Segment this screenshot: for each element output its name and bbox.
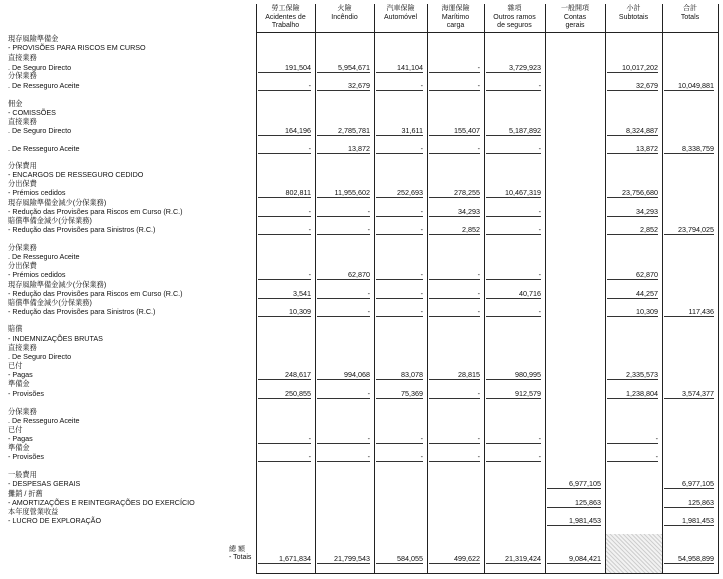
cell-automovel: 75,369 [376,389,423,399]
row-label: 現存風險準備金 [8,34,59,43]
cell-maritimo-carga: 28,815 [429,370,480,380]
cell-acidentes-trabalho: 164,196 [258,126,311,136]
cell-totals: 23,794,025 [664,225,714,235]
cell-maritimo-carga: - [429,452,480,462]
row-label: 賠償 [8,324,23,333]
column-divider [315,4,316,574]
cell-incendio: 11,955,602 [317,188,370,198]
column-header-pt: gerais [565,22,585,30]
cell-contas-gerais: 1,981,453 [547,516,601,526]
row-label: - Redução das Provisões para Sinistros (R.C.) [8,225,156,234]
cell-incendio: 5,954,671 [317,63,370,73]
row-label: - PROVISÕES PARA RISCOS EM CURSO [8,43,146,52]
row-label: - Redução das Provisões para Riscos em Curso (R.C.) [8,207,183,216]
totals-label-zh: 總 額 [229,546,245,553]
row-label: 直接業務 [8,53,37,62]
row-label: - INDEMNIZAÇÕES BRUTAS [8,334,103,343]
cell-subtotais: 8,324,887 [607,126,658,136]
row-label: - Pagas [8,434,33,443]
cell-acidentes-trabalho: - [258,434,311,444]
cell-subtotais: 10,309 [607,307,658,317]
cell-automovel: 31,611 [376,126,423,136]
column-header-subtotais [605,5,662,22]
row-label: 現存風險準備金減少(分保業務) [8,280,107,289]
row-label: 直接業務 [8,343,37,352]
cell-acidentes-trabalho: - [258,144,311,154]
row-label: - DESPESAS GERAIS [8,479,81,488]
cell-automovel: - [376,270,423,280]
cell-acidentes-trabalho: - [258,207,311,217]
row-label: - Pagas [8,370,33,379]
cell-automovel: - [376,434,423,444]
cell-outros-ramos: 912,579 [486,389,541,399]
cell-automovel: - [376,225,423,235]
cell-automovel: 252,693 [376,188,423,198]
column-header-zh: 汽車保險 [386,5,415,12]
column-header-zh: 小計 [626,5,641,12]
column-divider [256,4,257,574]
row-label: . De Resseguro Aceite [8,81,80,90]
column-header-pt: Marítimo [441,13,470,21]
cell-outros-ramos: 40,716 [486,289,541,299]
row-label: 本年度營業收益 [8,507,59,516]
cell-incendio: 32,679 [317,81,370,91]
cell-totals: 117,436 [664,307,714,317]
cell-maritimo-carga: 2,852 [429,225,480,235]
cell-subtotais: 2,852 [607,225,658,235]
total-totals: 54,958,899 [664,554,714,564]
column-divider [374,4,375,574]
cell-outros-ramos: - [486,270,541,280]
cell-automovel: - [376,207,423,217]
cell-acidentes-trabalho: 191,504 [258,63,311,73]
column-header-zh: 海運保險 [441,5,470,12]
row-label: - Provisões [8,452,44,461]
cell-acidentes-trabalho: - [258,270,311,280]
row-label: - Provisões [8,389,44,398]
row-label: 分保費用 [8,161,37,170]
cell-automovel: - [376,289,423,299]
column-header-zh: 雜項 [507,5,522,12]
column-header-zh: 一般開項 [561,5,589,12]
cell-subtotais: 1,238,804 [607,389,658,399]
cell-automovel: - [376,452,423,462]
column-header-pt: Automóvel [383,13,418,21]
cell-automovel: 141,104 [376,63,423,73]
cell-incendio: - [317,207,370,217]
cell-outros-ramos: - [486,452,541,462]
cell-subtotais: 62,870 [607,270,658,280]
row-label: 一般費用 [8,470,37,479]
cell-outros-ramos: - [486,307,541,317]
row-label: 準備金 [8,379,30,388]
row-label: - Prémios cedidos [8,188,66,197]
cell-subtotais: 13,872 [607,144,658,154]
cell-acidentes-trabalho: - [258,452,311,462]
cell-maritimo-carga: - [429,389,480,399]
row-label: 已付 [8,361,23,370]
column-header-maritimo-carga [427,5,484,31]
cell-maritimo-carga: - [429,63,480,73]
column-divider [427,4,428,574]
column-header-acidentes-trabalho [256,5,315,31]
row-label: 賠償準備金減少(分保業務) [8,298,92,307]
column-header-pt: Totals [680,13,700,21]
row-label: 準備金 [8,443,30,452]
cell-subtotais: 2,335,573 [607,370,658,380]
header-divider [256,32,718,33]
column-header-pt: Subtotais [618,13,649,21]
totals-label-pt: - Totais [229,554,252,561]
column-header-pt: de seguros [497,22,532,30]
cell-acidentes-trabalho: 802,811 [258,188,311,198]
cell-subtotais: 23,756,680 [607,188,658,198]
row-label: 分保業務 [8,71,37,80]
cell-totals: 10,049,881 [664,81,714,91]
cell-acidentes-trabalho: 10,309 [258,307,311,317]
row-label: - Prémios cedidos [8,270,66,279]
column-header-pt: Incêndio [331,13,358,21]
total-acidentes-trabalho: 1,671,834 [258,554,311,564]
cell-subtotais: 10,017,202 [607,63,658,73]
cell-incendio: - [317,307,370,317]
cell-incendio: 13,872 [317,144,370,154]
row-label: . De Seguro Directo [8,63,72,72]
cell-outros-ramos: 5,187,892 [486,126,541,136]
column-header-zh: 合計 [683,5,697,12]
row-label: - AMORTIZAÇÕES E REINTEGRAÇÕES DO EXERCÍCIO [8,498,195,507]
row-label: - COMISSÕES [8,108,56,117]
column-header-pt: Acidentes de [265,13,306,21]
row-label: 分出保費 [8,179,37,188]
cell-incendio: - [317,225,370,235]
row-label: . De Resseguro Aceite [8,416,80,425]
cell-subtotais: - [607,452,658,462]
column-divider [545,4,546,574]
cell-acidentes-trabalho: 3,541 [258,289,311,299]
cell-acidentes-trabalho: 250,855 [258,389,311,399]
total-outros-ramos: 21,319,424 [486,554,541,564]
cell-maritimo-carga: 155,407 [429,126,480,136]
cell-maritimo-carga: - [429,307,480,317]
row-label: 佣金 [8,99,23,108]
cell-maritimo-carga: - [429,270,480,280]
total-contas-gerais: 9,084,421 [547,554,601,564]
column-divider [484,4,485,574]
column-header-zh: 勞工保險 [271,5,300,12]
cell-totals: 8,338,759 [664,144,714,154]
cell-totals: 3,574,377 [664,389,714,399]
cell-outros-ramos: 3,729,923 [486,63,541,73]
row-label: 直接業務 [8,117,37,126]
column-header-pt: carga [446,22,465,30]
row-label: 賠償準備金減少(分保業務) [8,216,92,225]
cell-outros-ramos: - [486,207,541,217]
row-label: - ENCARGOS DE RESSEGURO CEDIDO [8,170,144,179]
total-incendio: 21,799,543 [317,554,370,564]
cell-acidentes-trabalho: 248,617 [258,370,311,380]
column-header-pt: Trabalho [271,22,300,30]
row-label: - LUCRO DE EXPLORAÇÃO [8,516,102,525]
cell-subtotais: 32,679 [607,81,658,91]
cell-incendio: 62,870 [317,270,370,280]
cell-outros-ramos: 980,995 [486,370,541,380]
row-label: . De Resseguro Aceite [8,144,80,153]
cell-subtotais: - [607,434,658,444]
cell-maritimo-carga: - [429,144,480,154]
row-label: . De Resseguro Aceite [8,252,80,261]
cell-automovel: - [376,307,423,317]
cell-outros-ramos: 10,467,319 [486,188,541,198]
total-maritimo-carga: 499,622 [429,554,480,564]
row-label: 分保業務 [8,407,37,416]
cell-acidentes-trabalho: - [258,225,311,235]
column-header-totals [662,5,718,22]
column-header-contas-gerais [545,5,605,31]
cell-maritimo-carga: 278,255 [429,188,480,198]
table-bottom-border [256,573,718,574]
cell-outros-ramos: - [486,144,541,154]
cell-automovel: - [376,144,423,154]
cell-subtotais: 34,293 [607,207,658,217]
row-label: 已付 [8,425,23,434]
cell-acidentes-trabalho: - [258,81,311,91]
cell-incendio: - [317,434,370,444]
column-divider [605,4,606,574]
cell-automovel: - [376,81,423,91]
cell-contas-gerais: 125,863 [547,498,601,508]
cell-totals: 6,977,105 [664,479,714,489]
row-label: . De Seguro Directo [8,126,72,135]
cell-maritimo-carga: - [429,289,480,299]
cell-contas-gerais: 6,977,105 [547,479,601,489]
cell-outros-ramos: - [486,81,541,91]
row-label: 現存風險準備金減少(分保業務) [8,198,107,207]
cell-incendio: 994,068 [317,370,370,380]
cell-outros-ramos: - [486,434,541,444]
cell-maritimo-carga: 34,293 [429,207,480,217]
row-label: 攤銷 / 折舊 [8,489,43,498]
cell-maritimo-carga: - [429,434,480,444]
cell-totals: 125,863 [664,498,714,508]
row-label: - Redução das Provisões para Riscos em Curso (R.C.) [8,289,183,298]
row-label: 分保業務 [8,243,37,252]
row-label: . De Seguro Directo [8,352,72,361]
cell-totals: 1,981,453 [664,516,714,526]
cell-maritimo-carga: - [429,81,480,91]
cell-outros-ramos: - [486,225,541,235]
column-divider [662,4,663,574]
column-header-pt: Contas [563,13,587,21]
column-header-zh: 火險 [337,5,352,12]
column-divider [718,4,719,574]
cell-incendio: - [317,289,370,299]
cell-incendio: - [317,389,370,399]
row-label: - Redução das Provisões para Sinistros (R.C.) [8,307,156,316]
cell-incendio: - [317,452,370,462]
cell-incendio: 2,785,781 [317,126,370,136]
column-header-outros-ramos [484,5,545,31]
shaded-cell [606,534,662,573]
row-label: 分出保費 [8,261,37,270]
total-automovel: 584,055 [376,554,423,564]
column-header-pt: Outros ramos [493,13,536,21]
column-header-automovel [374,5,427,22]
cell-subtotais: 44,257 [607,289,658,299]
column-header-incendio [315,5,374,22]
cell-automovel: 83,078 [376,370,423,380]
